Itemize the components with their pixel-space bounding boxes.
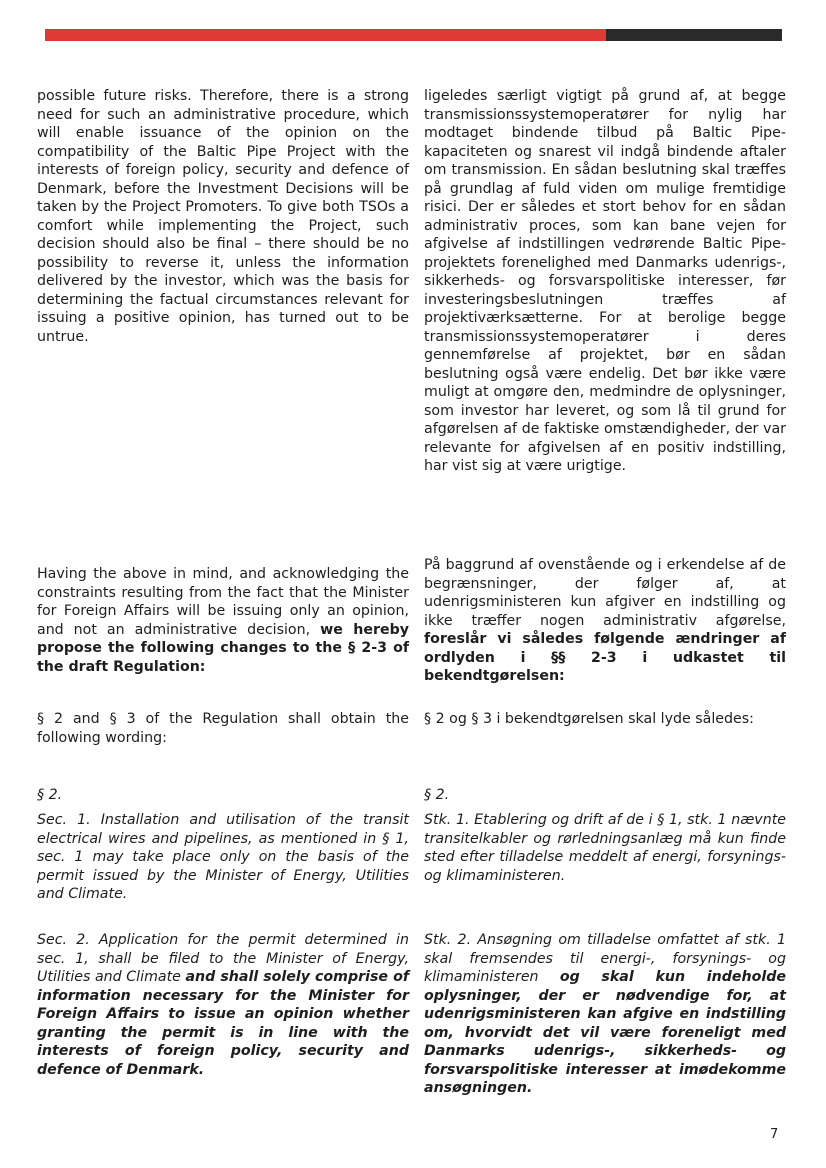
english-section-2-text: Sec. 2. Application for the permit determined in sec. 1, shall be filed to the Minister of Energy, Utilities and Climate — [37, 932, 409, 985]
danish-paragraph-risks: ligeledes særligt vigtigt på grund af, at begge transmissionssystemoperatører for nylig har modtaget bindende tilbud på Baltic Pipe-kapaciteten og snarest vil indgå bindende aftaler om transmission. En sådan beslutning skal træffes på grundlag af fuld viden om mulige fremtidige risici. Der er således et stort behov for en sådan administrativ proces, som kan bane vejen for afgivelse af indstillingen vedrørende Baltic Pipe-projektets forenelighed med Danmarks udenrigs-, sikkerheds- og forsvarspolitiske interesser, før investeringsbeslutningen træffes af projektiværksætterne. For at berolige begge transmissionssystemoperatører i deres gennemførelse af projektet, bør en sådan beslutning også være endelig. Det bør ikke være muligt at omgøre den, medmindre de oplysninger, som investor har leveret, og som lå til grund for afgørelsen af de faktiske omstændigheder, der var relevante for afgivelsen af en positiv indstilling, har vist sig at være urigtige. — [424, 88, 786, 474]
header-bar-red — [45, 29, 610, 41]
danish-proposal-bold: foreslår vi således følgende ændringer af ordlyden i §§ 2-3 i udkastet til bekendtgørelsen: — [424, 631, 786, 684]
danish-paragraph-wording: § 2 og § 3 i bekendtgørelsen skal lyde således: — [424, 711, 754, 727]
danish-section-1: Stk. 1. Etablering og drift af de i § 1, stk. 1 nævnte transitelkabler og rørledningsanlæg må kun finde sted efter tilladelse meddelt af energi, forsynings- og klimaministeren. — [424, 812, 786, 884]
english-section-heading: § 2. — [37, 787, 63, 803]
danish-section-2-text: Stk. 2. Ansøgning om tilladelse omfattet af stk. 1 skal fremsendes til energi-, forsynings- og klimaministeren — [424, 932, 786, 985]
english-section-1: Sec. 1. Installation and utilisation of the transit electrical wires and pipelines, as mentioned in § 1, sec. 1 may take place only on the basis of the permit issued by the Minister of Energy, Utilities and Climate. — [37, 812, 409, 902]
english-paragraph-risks: possible future risks. Therefore, there is a strong need for such an administrative procedure, which will enable issuance of the opinion on the compatibility of the Baltic Pipe Project with the interests of foreign policy, security and defence of Denmark, before the Investment Decisions will be taken by the Project Promoters. To give both TSOs a comfort while implementing the Project, such decision should also be final – there should be no possibility to reverse it, unless the information delivered by the investor, which was the basis for determining the factual circumstances relevant for issuing a positive opinion, has turned out to be untrue. — [37, 88, 409, 345]
english-proposal-bold: we hereby propose the following changes to the § 2-3 of the draft Regulation: — [37, 621, 409, 675]
page-number: 7 — [770, 1127, 779, 1142]
english-paragraph-proposal — [37, 565, 409, 676]
danish-section-2 — [424, 931, 786, 1098]
danish-paragraph-proposal — [424, 556, 786, 686]
danish-proposal-text: På baggrund af ovenstående og i erkendelse af de begrænsninger, der følger af, at udenrigsministeren kun afgiver en indstilling og ikke træffer nogen administrativ afgørelse, — [424, 557, 786, 629]
english-section-2-bold: and shall solely comprise of information necessary for the Minister for Foreign Affairs to issue an opinion whether granting the permit is in line with the interests of foreign policy, security and defence of Denmark. — [37, 969, 409, 1078]
english-proposal-text: Having the above in mind, and acknowledging the constraints resulting from the fact that the Minister for Foreign Affairs will be issuing only an opinion, and not an administrative decision, — [37, 566, 409, 638]
danish-section-2-bold: og skal kun indeholde oplysninger, der er nødvendige for, at udenrigsministeren kan afgive en indstilling om, hvorvidt det vil være foreneligt med Danmarks udenrigs-, sikkerheds- og forsvarspolitiske interesser at imødekomme ansøgningen. — [424, 969, 787, 1096]
english-section-2 — [37, 931, 409, 1079]
english-paragraph-wording: § 2 and § 3 of the Regulation shall obtain the following wording: — [37, 711, 409, 746]
danish-section-heading: § 2. — [424, 787, 450, 803]
header-bar-dark — [606, 29, 782, 41]
